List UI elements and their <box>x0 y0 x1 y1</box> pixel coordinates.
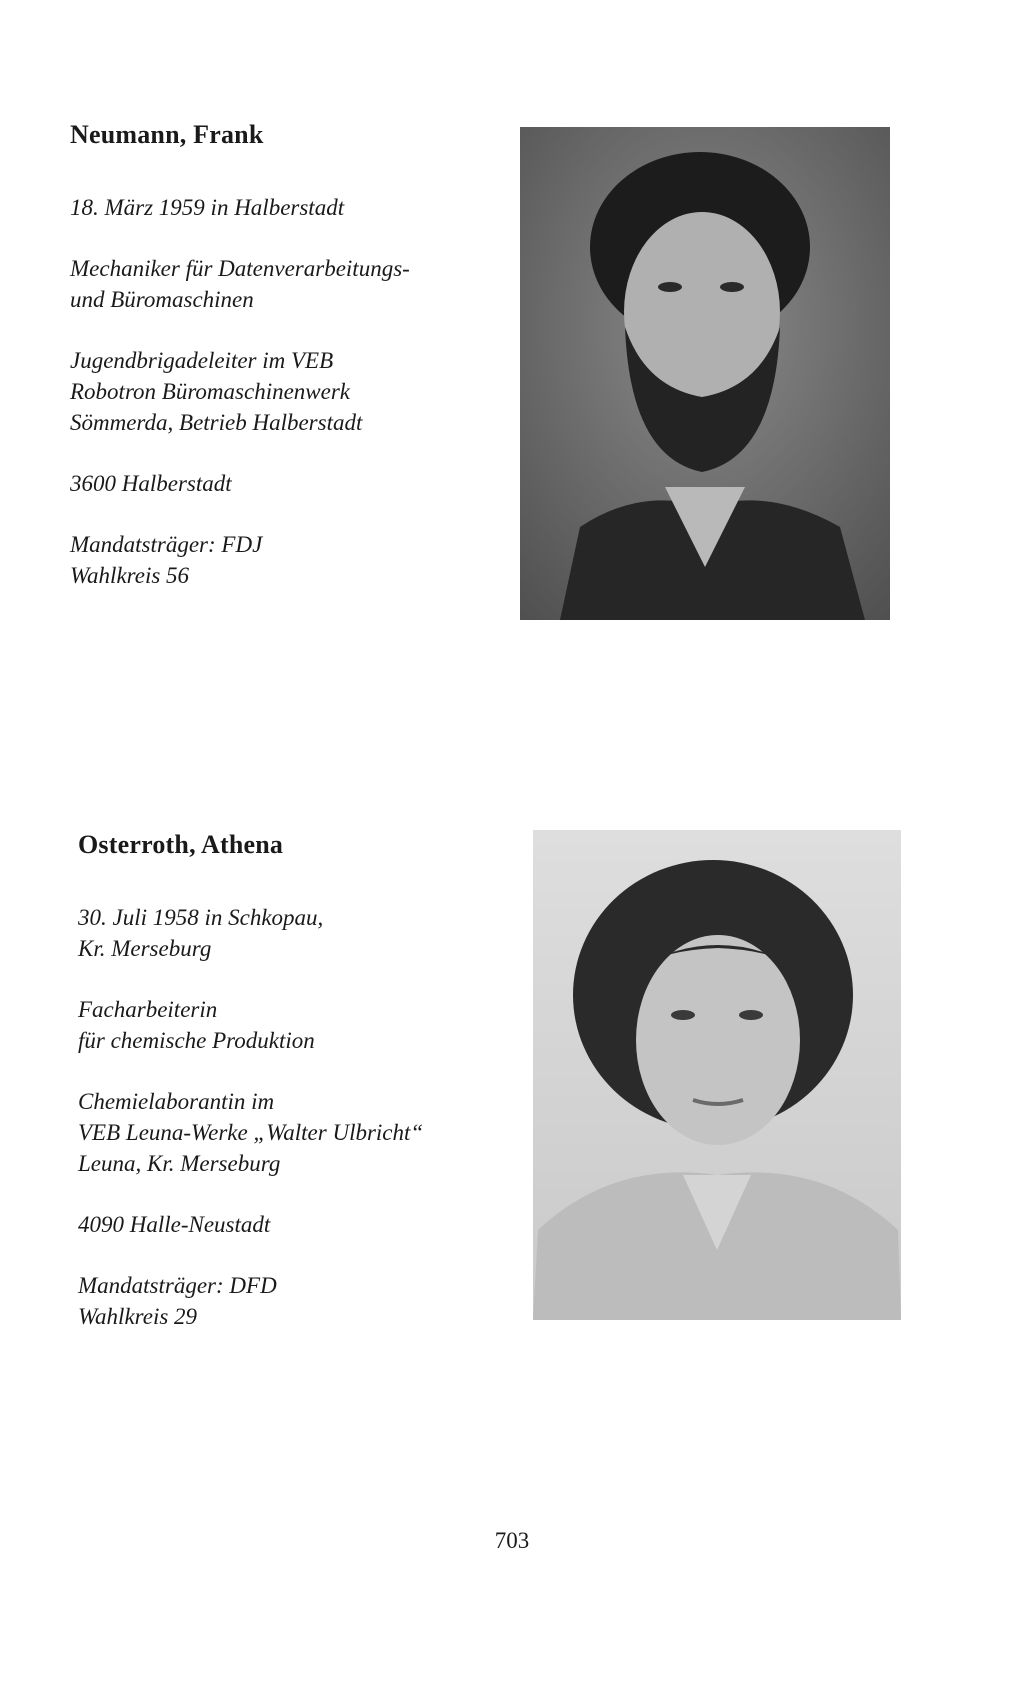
position-line: Chemielaborantin im <box>78 1089 275 1114</box>
position-line: VEB Leuna-Werke „Walter Ulbricht“ <box>78 1120 424 1145</box>
birth-line: 18. März 1959 in Halberstadt <box>70 195 345 220</box>
birth-info <box>78 902 518 964</box>
residence-info <box>78 1209 518 1240</box>
residence-info <box>70 468 510 499</box>
portrait-photo-osterroth <box>533 830 901 1320</box>
profession-info <box>70 253 510 315</box>
profession-line: Facharbeiterin <box>78 997 218 1022</box>
residence-line: 4090 Halle-Neustadt <box>78 1212 271 1237</box>
person-name: Neumann, Frank <box>70 120 264 149</box>
entry-neumann <box>70 120 510 621</box>
position-line: Robotron Büromaschinenwerk <box>70 379 351 404</box>
position-info <box>78 1086 518 1179</box>
residence-line: 3600 Halberstadt <box>70 471 232 496</box>
birth-info <box>70 192 510 223</box>
position-info <box>70 345 510 438</box>
constituency-line: Wahlkreis 56 <box>70 563 190 588</box>
position-line: Sömmerda, Betrieb Halberstadt <box>70 410 363 435</box>
profession-info <box>78 994 518 1056</box>
person-name: Osterroth, Athena <box>78 830 284 859</box>
mandate-line: Mandatsträger: DFD <box>78 1273 277 1298</box>
mandate-line: Mandatsträger: FDJ <box>70 532 263 557</box>
mandate-info <box>70 529 510 591</box>
portrait-photo-neumann <box>520 127 890 620</box>
entry-osterroth <box>78 830 518 1362</box>
page-number: 703 <box>494 1528 530 1553</box>
constituency-line: Wahlkreis 29 <box>78 1304 198 1329</box>
profession-line: Mechaniker für Datenverarbeitungs- <box>70 256 410 281</box>
birth-line: Kr. Merseburg <box>78 936 212 961</box>
profession-line: und Büromaschinen <box>70 287 254 312</box>
mandate-info <box>78 1270 518 1332</box>
birth-line: 30. Juli 1958 in Schkopau, <box>78 905 324 930</box>
position-line: Leuna, Kr. Merseburg <box>78 1151 281 1176</box>
position-line: Jugendbrigadeleiter im VEB <box>70 348 334 373</box>
profession-line: für chemische Produktion <box>78 1028 315 1053</box>
